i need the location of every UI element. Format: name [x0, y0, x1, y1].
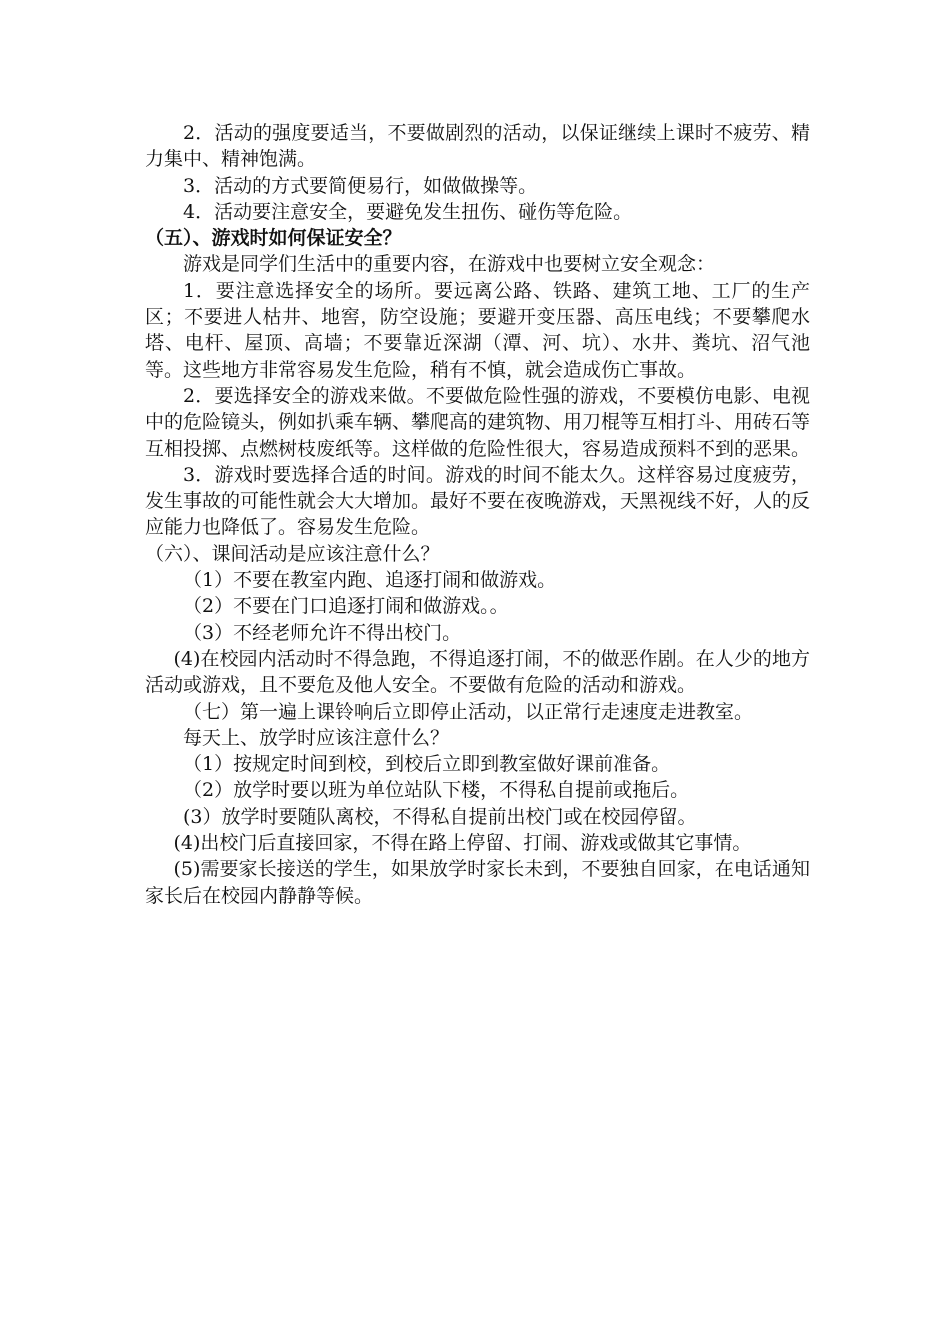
list-item-break-2: （2）不要在门口追逐打闹和做游戏。。 [183, 595, 509, 618]
list-item-daily-4: (4)出校门后直接回家，不得在路上停留、打闹、游戏或做其它事情。 [173, 832, 752, 855]
section-heading-break-activity: （六）、课间活动是应该注意什么？ [145, 542, 440, 565]
list-item-daily-2: （2）放学时要以班为单位站队下楼，不得私自提前或拖后。 [183, 779, 690, 802]
paragraph-game-time: 3．游戏时要选择合适的时间。游戏的时间不能太久。这样容易过度疲劳，发生事故的可能性就会大大增加。最好不要在夜晚游戏，天黑视线不好，人的反应能力也降低了。容易发生危险。 [145, 463, 811, 539]
paragraph-activity-intensity: 2．活动的强度要适当，不要做剧烈的活动，以保证继续上课时不疲劳、精力集中、精神饱满。 [145, 122, 810, 171]
list-item-daily-3: (3）放学时要随队离校，不得私自提前出校门或在校园停留。 [183, 805, 697, 828]
list-item-break-4: (4)在校园内活动时不得急跑，不得追逐打闹，不的做恶作剧。在人少的地方活动或游戏，且不要危及他人安全。不要做有危险的活动和游戏。 [145, 647, 810, 697]
paragraph-activity-safety: 4．活动要注意安全，要避免发生扭伤、碰伤等危险。 [183, 200, 633, 223]
list-item-break-3: （3）不经老师允许不得出校门。 [183, 621, 462, 644]
paragraph-game-intro: 游戏是同学们生活中的重要内容，在游戏中也要树立安全观念： [183, 253, 716, 276]
list-item-daily-5: (5)需要家长接送的学生，如果放学时家长未到，不要独自回家，在电话通知家长后在校园内静静等候。 [145, 858, 810, 907]
paragraph-game-type: 2．要选择安全的游戏来做。不要做危险性强的游戏，不要模仿电影、电视中的危险镜头，例如扒乘车辆、攀爬高的建筑物、用刀棍等互相打斗、用砖石等互相投掷、点燃树枝废纸等。这样做的危险性很大，容易造成预料不到的恶果。 [145, 384, 811, 460]
list-item-daily-1: （1）按规定时间到校，到校后立即到教室做好课前准备。 [183, 753, 671, 776]
section-heading-daily-commute: 每天上、放学时应该注意什么？ [183, 726, 450, 749]
paragraph-activity-method: 3．活动的方式要简便易行，如做做操等。 [183, 174, 538, 197]
section-heading-game-safety: （五）、游戏时如何保证安全？ [145, 227, 402, 250]
paragraph-bell-rule: （七）第一遍上课铃响后立即停止活动，以正常行走速度走进教室。 [183, 700, 754, 723]
document-page [145, 120, 810, 909]
list-item-break-1: （1）不要在教室内跑、追逐打闹和做游戏。 [183, 569, 557, 592]
paragraph-game-location: 1．要注意选择安全的场所。要远离公路、铁路、建筑工地、工厂的生产区；不要进人枯井、地窖，防空设施；要避开变压器、高压电线；不要攀爬水塔、电杆、屋顶、高墙；不要靠近深湖（潭、河、坑）、水井、粪坑、沼气池等。这些地方非常容易发生危险，稍有不慎，就会造成伤亡事故。 [145, 279, 810, 381]
